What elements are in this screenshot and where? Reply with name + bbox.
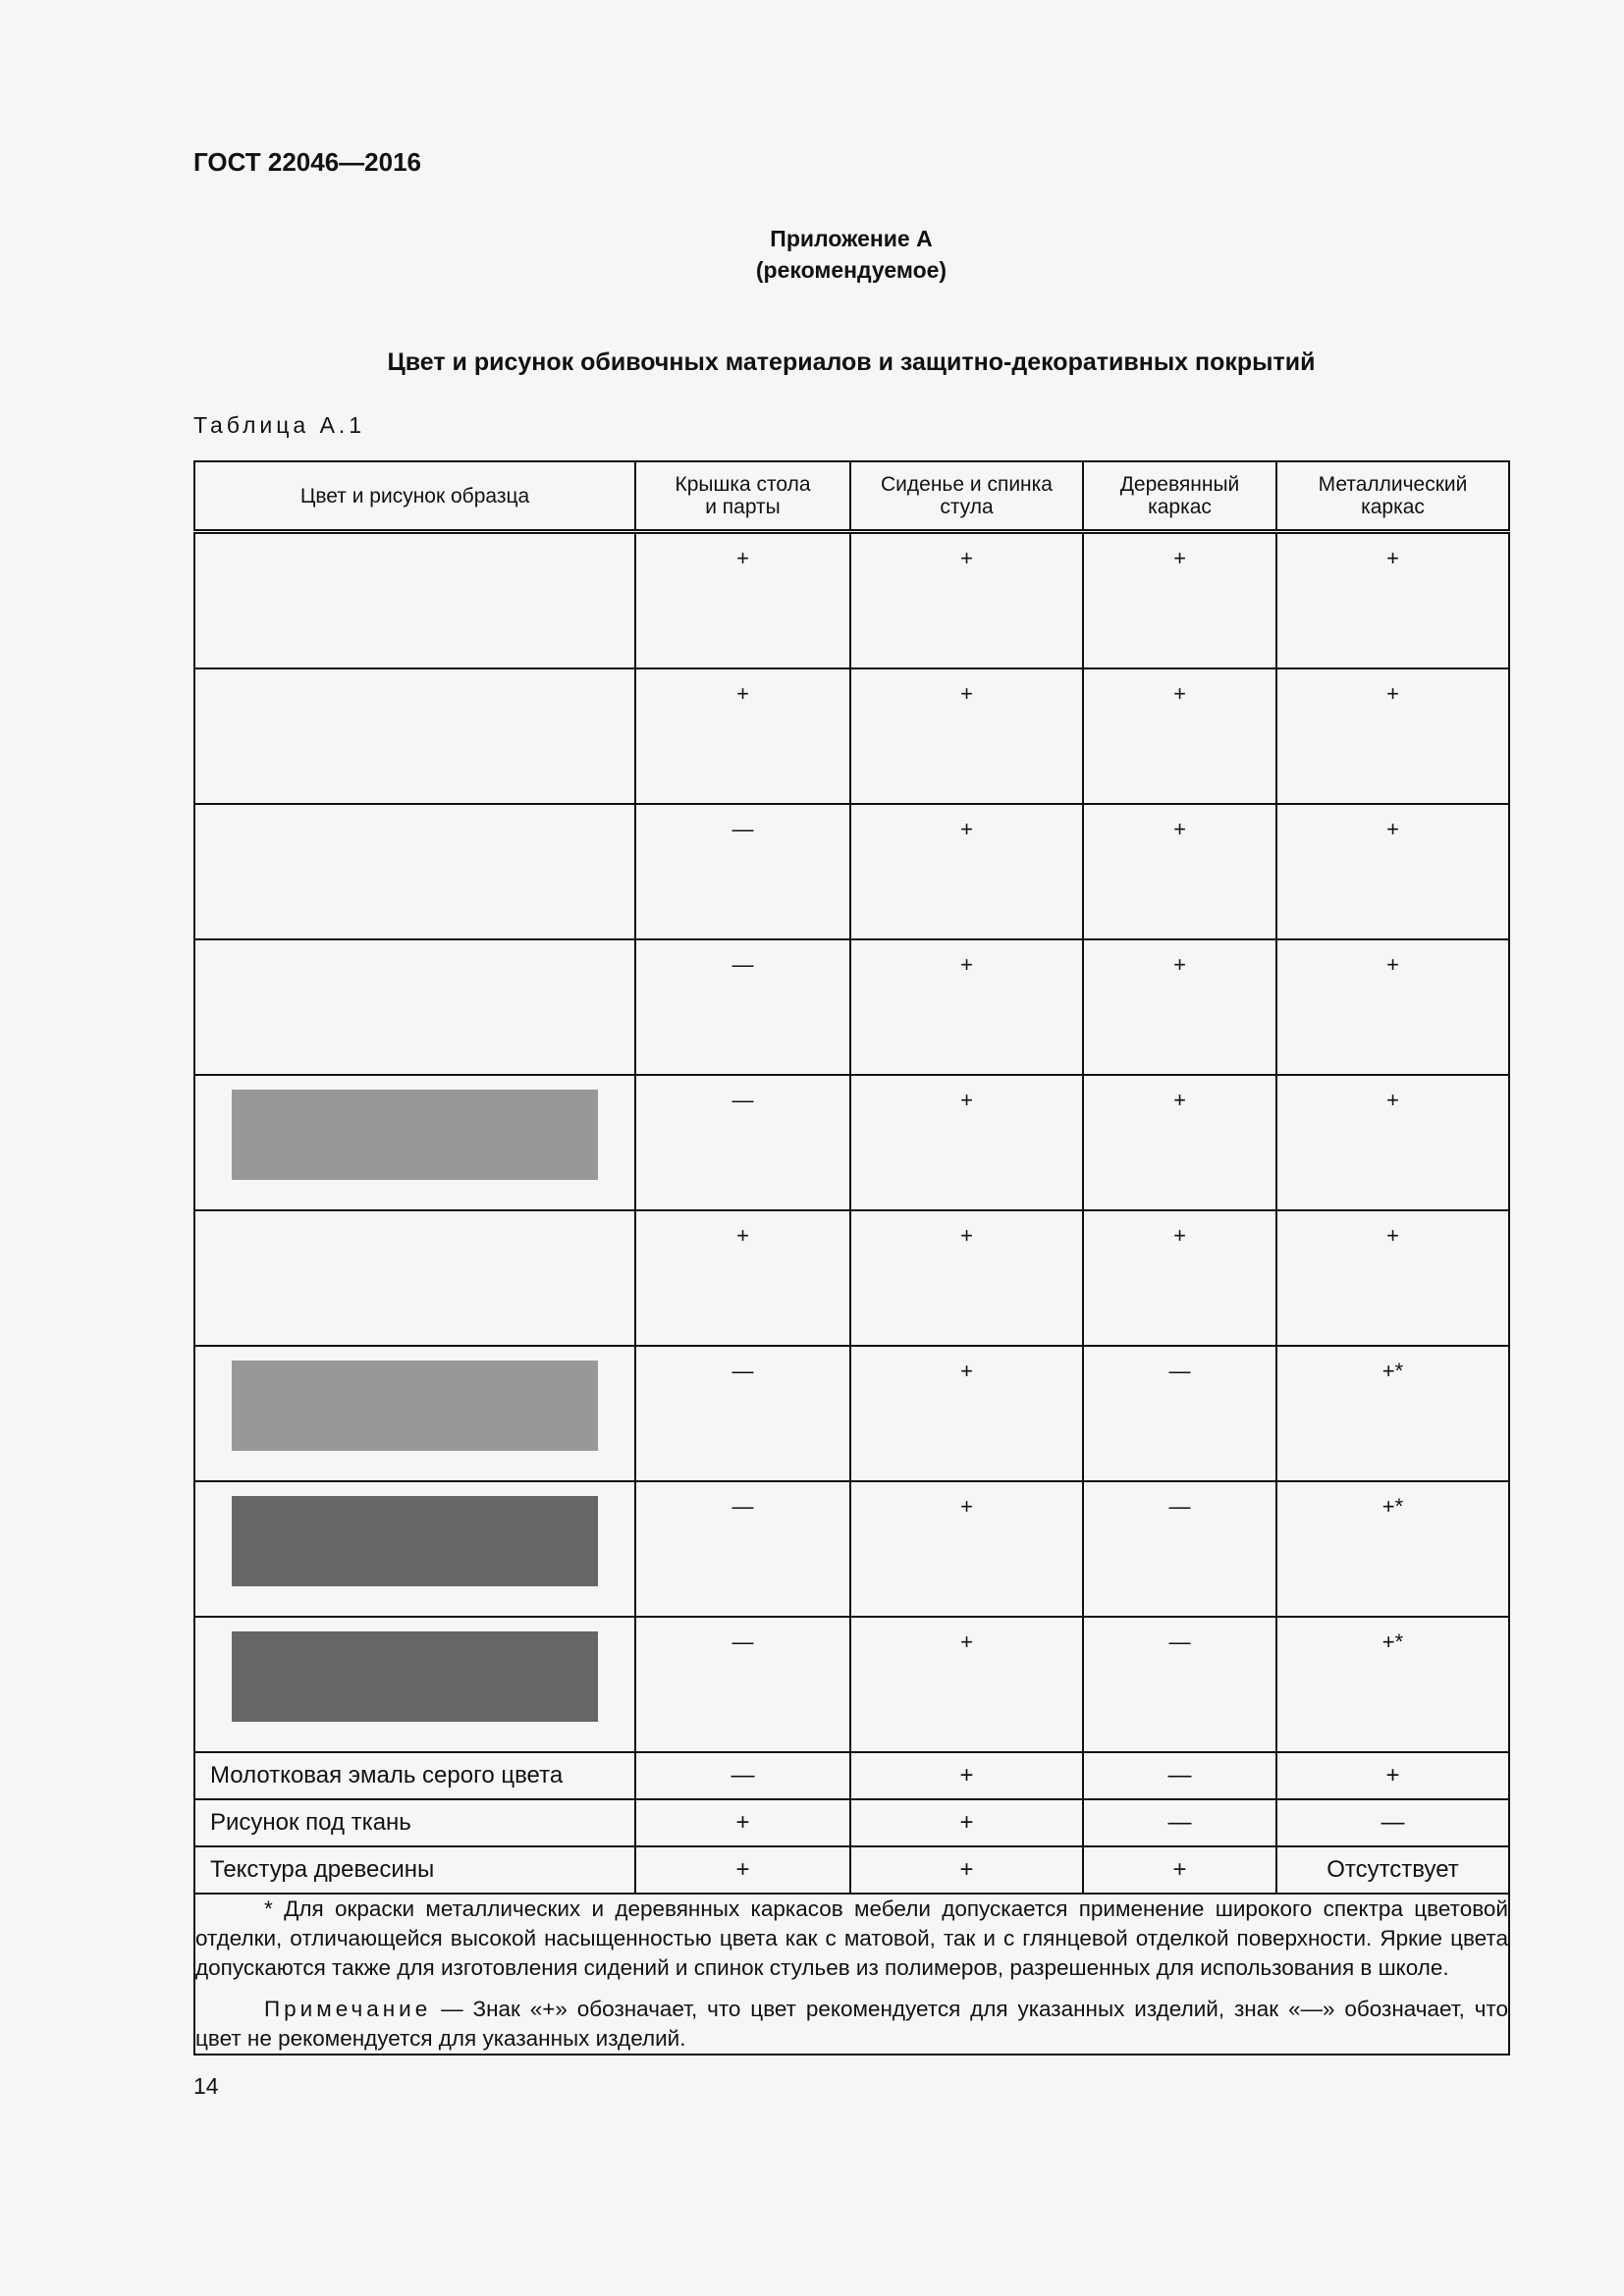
cell-seat-back: +: [850, 1799, 1083, 1846]
cell-table-top: —: [635, 1346, 850, 1481]
note-text: — Знак «+» обозначает, что цвет рекомендуется для указанных изделий, знак «—» обозначает, что цвет не рекомендуется для указанных изделий.: [195, 1997, 1508, 2051]
header-seat-back: Сиденье и спинка стула: [850, 461, 1083, 532]
table-row: [194, 1481, 1509, 1617]
cell-table-top: +: [635, 1846, 850, 1894]
cell-metal-frame: +: [1276, 532, 1509, 669]
document-code: ГОСТ 22046—2016: [193, 147, 421, 177]
cell-seat-back: +: [850, 532, 1083, 669]
cell-wood-frame: +: [1083, 804, 1276, 939]
section-title: Цвет и рисунок обивочных материалов и защитно-декоративных покрытий: [387, 348, 1316, 376]
table-row: [194, 1075, 1509, 1210]
header-metal-frame: Металлический каркас: [1276, 461, 1509, 532]
appendix-type: (рекомендуемое): [755, 257, 947, 283]
cell-wood-frame: —: [1083, 1346, 1276, 1481]
cell-metal-frame: +: [1276, 1210, 1509, 1346]
cell-seat-back: +: [850, 1210, 1083, 1346]
table-row: [194, 804, 1509, 939]
cell-table-top: +: [635, 532, 850, 669]
cell-metal-frame: +: [1276, 804, 1509, 939]
table-row: [194, 668, 1509, 804]
color-swatch: [232, 1631, 598, 1722]
cell-metal-frame: +: [1276, 939, 1509, 1075]
cell-table-top: —: [635, 939, 850, 1075]
footnote-text: * Для окраски металлических и деревянных каркасов мебели допускается применение широкого спектра цветовой отделки, отличающейся высокой насыщенностью цвета как с матовой, так и с глянцевой отделкой поверхности. Яркие цвета допускаются также для изготовления сидений и спинок стульев из полимеров, разрешенных для использования в школе.: [195, 1896, 1508, 1980]
sample-cell: [194, 1210, 635, 1346]
sample-cell: [194, 668, 635, 804]
header-table-top: Крышка стола и парты: [635, 461, 850, 532]
cell-seat-back: +: [850, 1075, 1083, 1210]
cell-table-top: +: [635, 1799, 850, 1846]
cell-wood-frame: —: [1083, 1617, 1276, 1752]
cell-metal-frame: —: [1276, 1799, 1509, 1846]
color-table: [193, 460, 1510, 2056]
row-label: Молотковая эмаль серого цвета: [194, 1752, 635, 1799]
color-swatch: [232, 1361, 598, 1451]
table-row: [194, 1752, 1509, 1799]
cell-wood-frame: +: [1083, 939, 1276, 1075]
table-label: Таблица А.1: [193, 412, 366, 438]
sample-cell: [194, 1346, 635, 1481]
sample-cell: [194, 939, 635, 1075]
sample-cell: [194, 532, 635, 669]
table-row: [194, 1846, 1509, 1894]
cell-table-top: —: [635, 1075, 850, 1210]
sample-cell: [194, 1617, 635, 1752]
note-label: Примечание: [264, 1997, 432, 2021]
cell-metal-frame: +*: [1276, 1481, 1509, 1617]
cell-wood-frame: —: [1083, 1481, 1276, 1617]
sample-cell: [194, 804, 635, 939]
header-wood-frame: Деревянный каркас: [1083, 461, 1276, 532]
row-label: Текстура древесины: [194, 1846, 635, 1894]
cell-wood-frame: +: [1083, 1210, 1276, 1346]
cell-metal-frame: +*: [1276, 1617, 1509, 1752]
cell-seat-back: +: [850, 668, 1083, 804]
cell-table-top: —: [635, 1617, 850, 1752]
table-row: [194, 532, 1509, 669]
cell-wood-frame: +: [1083, 532, 1276, 669]
sample-cell: [194, 1481, 635, 1617]
appendix-title: Приложение А: [770, 226, 933, 251]
cell-metal-frame: +*: [1276, 1346, 1509, 1481]
header-sample: Цвет и рисунок образца: [194, 461, 635, 532]
cell-wood-frame: —: [1083, 1752, 1276, 1799]
footnote-cell: [194, 1894, 1509, 2055]
cell-table-top: —: [635, 1481, 850, 1617]
cell-metal-frame: +: [1276, 668, 1509, 804]
table-row: [194, 1346, 1509, 1481]
color-swatch: [232, 1090, 598, 1180]
table-header-row: [194, 461, 1509, 532]
cell-seat-back: +: [850, 1846, 1083, 1894]
footnote-row: [194, 1894, 1509, 2055]
cell-table-top: +: [635, 668, 850, 804]
cell-table-top: +: [635, 1210, 850, 1346]
row-label: Рисунок под ткань: [194, 1799, 635, 1846]
cell-seat-back: +: [850, 1346, 1083, 1481]
cell-wood-frame: +: [1083, 1846, 1276, 1894]
cell-metal-frame: Отсутствует: [1276, 1846, 1509, 1894]
cell-wood-frame: —: [1083, 1799, 1276, 1846]
table-row: [194, 1210, 1509, 1346]
cell-seat-back: +: [850, 1481, 1083, 1617]
note-paragraph: [195, 1995, 1508, 2054]
cell-seat-back: +: [850, 1752, 1083, 1799]
cell-seat-back: +: [850, 1617, 1083, 1752]
cell-wood-frame: +: [1083, 1075, 1276, 1210]
sample-cell: [194, 1075, 635, 1210]
table-row: [194, 1799, 1509, 1846]
cell-table-top: —: [635, 804, 850, 939]
cell-seat-back: +: [850, 804, 1083, 939]
cell-metal-frame: +: [1276, 1752, 1509, 1799]
color-swatch: [232, 1496, 598, 1586]
cell-seat-back: +: [850, 939, 1083, 1075]
table-row: [194, 939, 1509, 1075]
cell-metal-frame: +: [1276, 1075, 1509, 1210]
cell-wood-frame: +: [1083, 668, 1276, 804]
cell-table-top: —: [635, 1752, 850, 1799]
table-row: [194, 1617, 1509, 1752]
page-number: 14: [193, 2073, 219, 2099]
